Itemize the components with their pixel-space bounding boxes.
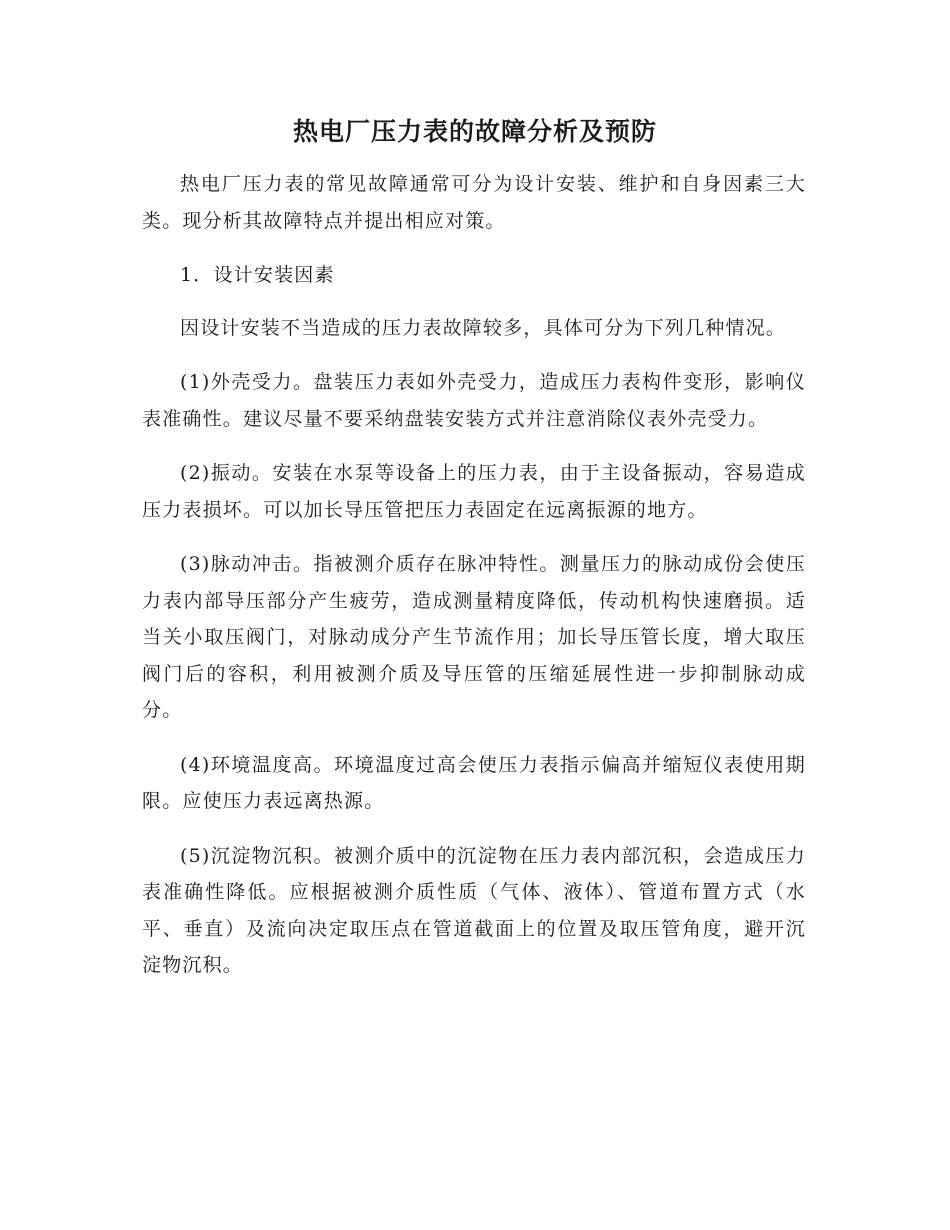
document-body <box>142 166 806 1002</box>
item-paragraph-2: (2)振动。安装在水泵等设备上的压力表，由于主设备振动，容易造成压力表损坏。可以加长导压管把压力表固定在远离振源的地方。 <box>142 462 806 521</box>
item-paragraph-3: (3)脉动冲击。指被测介质存在脉冲特性。测量压力的脉动成份会使压力表内部导压部分产生疲劳，造成测量精度降低，传动机构快速磨损。适当关小取压阀门，对脉动成分产生节流作用；加长导压管长度，增大取压阀门后的容积，利用被测介质及导压管的压缩延展性进一步抑制脉动成分。 <box>142 553 806 721</box>
section-heading-design-install: 1．设计安装因素 <box>180 264 335 286</box>
intro-paragraph: 热电厂压力表的常见故障通常可分为设计安装、维护和自身因素三大类。现分析其故障特点并提出相应对策。 <box>142 173 806 232</box>
document-title: 热电厂压力表的故障分析及预防 <box>292 117 657 146</box>
item-paragraph-5: (5)沉淀物沉积。被测介质中的沉淀物在压力表内部沉积，会造成压力表准确性降低。应根据被测介质性质（气体、液体）、管道布置方式（水平、垂直）及流向决定取压点在管道截面上的位置及取压管角度，避开沉淀物沉积。 <box>142 844 806 976</box>
section-intro-paragraph: 因设计安装不当造成的压力表故障较多，具体可分为下列几种情况。 <box>180 316 787 339</box>
item-paragraph-4: (4)环境温度高。环境温度过高会使压力表指示偏高并缩短仪表使用期限。应使压力表远离热源。 <box>142 753 806 812</box>
item-paragraph-1: (1)外壳受力。盘装压力表如外壳受力，造成压力表构件变形，影响仪表准确性。建议尽量不要采纳盘装安装方式并注意消除仪表外壳受力。 <box>142 371 806 430</box>
